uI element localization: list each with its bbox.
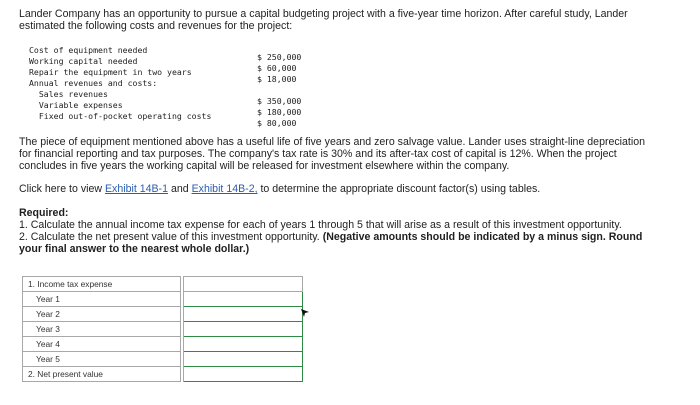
cost-label: Variable expenses [29, 100, 123, 110]
row-label: Year 2 [23, 307, 181, 322]
table-row [23, 292, 303, 307]
row-label: Year 1 [23, 292, 181, 307]
row-label: Year 4 [23, 337, 181, 352]
answer-table [22, 276, 303, 382]
mouse-cursor-icon [301, 309, 310, 318]
year-1-input[interactable] [184, 292, 303, 307]
cost-label: Fixed out-of-pocket operating costs [29, 111, 212, 121]
table-row [23, 337, 303, 352]
cost-label: Repair the equipment in two years [29, 67, 192, 77]
exhibit-links-line [19, 183, 540, 196]
year-5-input[interactable] [184, 352, 303, 367]
intro-line-1: Lander Company has an opportunity to pursue a capital budgeting project with a five-year time horizon. After careful study, Lander [19, 8, 628, 20]
row-label: Year 3 [23, 322, 181, 337]
required-heading: Required: [19, 207, 69, 219]
income-tax-header-cell [184, 277, 303, 292]
row-label: 1. Income tax expense [23, 277, 181, 292]
cost-value: $ 60,000 [257, 63, 297, 73]
row-label: 2. Net present value [23, 367, 181, 382]
description-line-1: The piece of equipment mentioned above has a useful life of five years and zero salvage value. Lander uses straight-line depreciation [19, 136, 646, 148]
exhibit-14b-2-link[interactable]: Exhibit 14B-2, [191, 183, 258, 195]
exhibit-14b-1-link[interactable]: Exhibit 14B-1 [104, 183, 168, 195]
required-item-2-note: (Negative amounts should be indicated by a minus sign. Round [322, 231, 643, 243]
cost-label: Annual revenues and costs: [29, 78, 158, 88]
description-line-2: for financial reporting and tax purposes. The company's tax rate is 30% and its after-tax cost of capital is 12%. When the project [19, 148, 617, 160]
required-item-1: 1. Calculate the annual income tax expense for each of years 1 through 5 that will arise as a result of this investment opportunity. [19, 219, 622, 231]
cost-value: $ 80,000 [257, 118, 297, 128]
cost-label: Sales revenues [29, 89, 108, 99]
cost-value: $ 18,000 [257, 74, 297, 84]
year-2-input[interactable] [184, 307, 303, 322]
net-present-value-input[interactable] [184, 367, 303, 382]
cost-value: $ 180,000 [257, 107, 302, 117]
table-row [23, 352, 303, 367]
table-row [23, 322, 303, 337]
table-row [23, 307, 303, 322]
click-prefix: Click here to view [19, 183, 103, 195]
cost-label: Cost of equipment needed [29, 45, 148, 55]
cost-value: $ 350,000 [257, 96, 302, 106]
cost-value: $ 250,000 [257, 52, 302, 62]
year-3-input[interactable] [184, 322, 303, 337]
required-item-2-text: 2. Calculate the net present value of this investment opportunity. [19, 231, 320, 243]
intro-line-2: estimated the following costs and revenues for the project: [19, 20, 293, 32]
row-label: Year 5 [23, 352, 181, 367]
year-4-input[interactable] [184, 337, 303, 352]
description-line-3: concludes in five years the working capital will be released for investment elsewhere within the company. [19, 160, 510, 172]
table-row [23, 277, 303, 292]
and-text: and [170, 183, 189, 195]
table-row [23, 367, 303, 382]
click-suffix: to determine the appropriate discount factor(s) using tables. [260, 183, 541, 195]
required-item-2-note-line-2: your final answer to the nearest whole dollar.) [19, 243, 250, 255]
cost-label: Working capital needed [29, 56, 138, 66]
